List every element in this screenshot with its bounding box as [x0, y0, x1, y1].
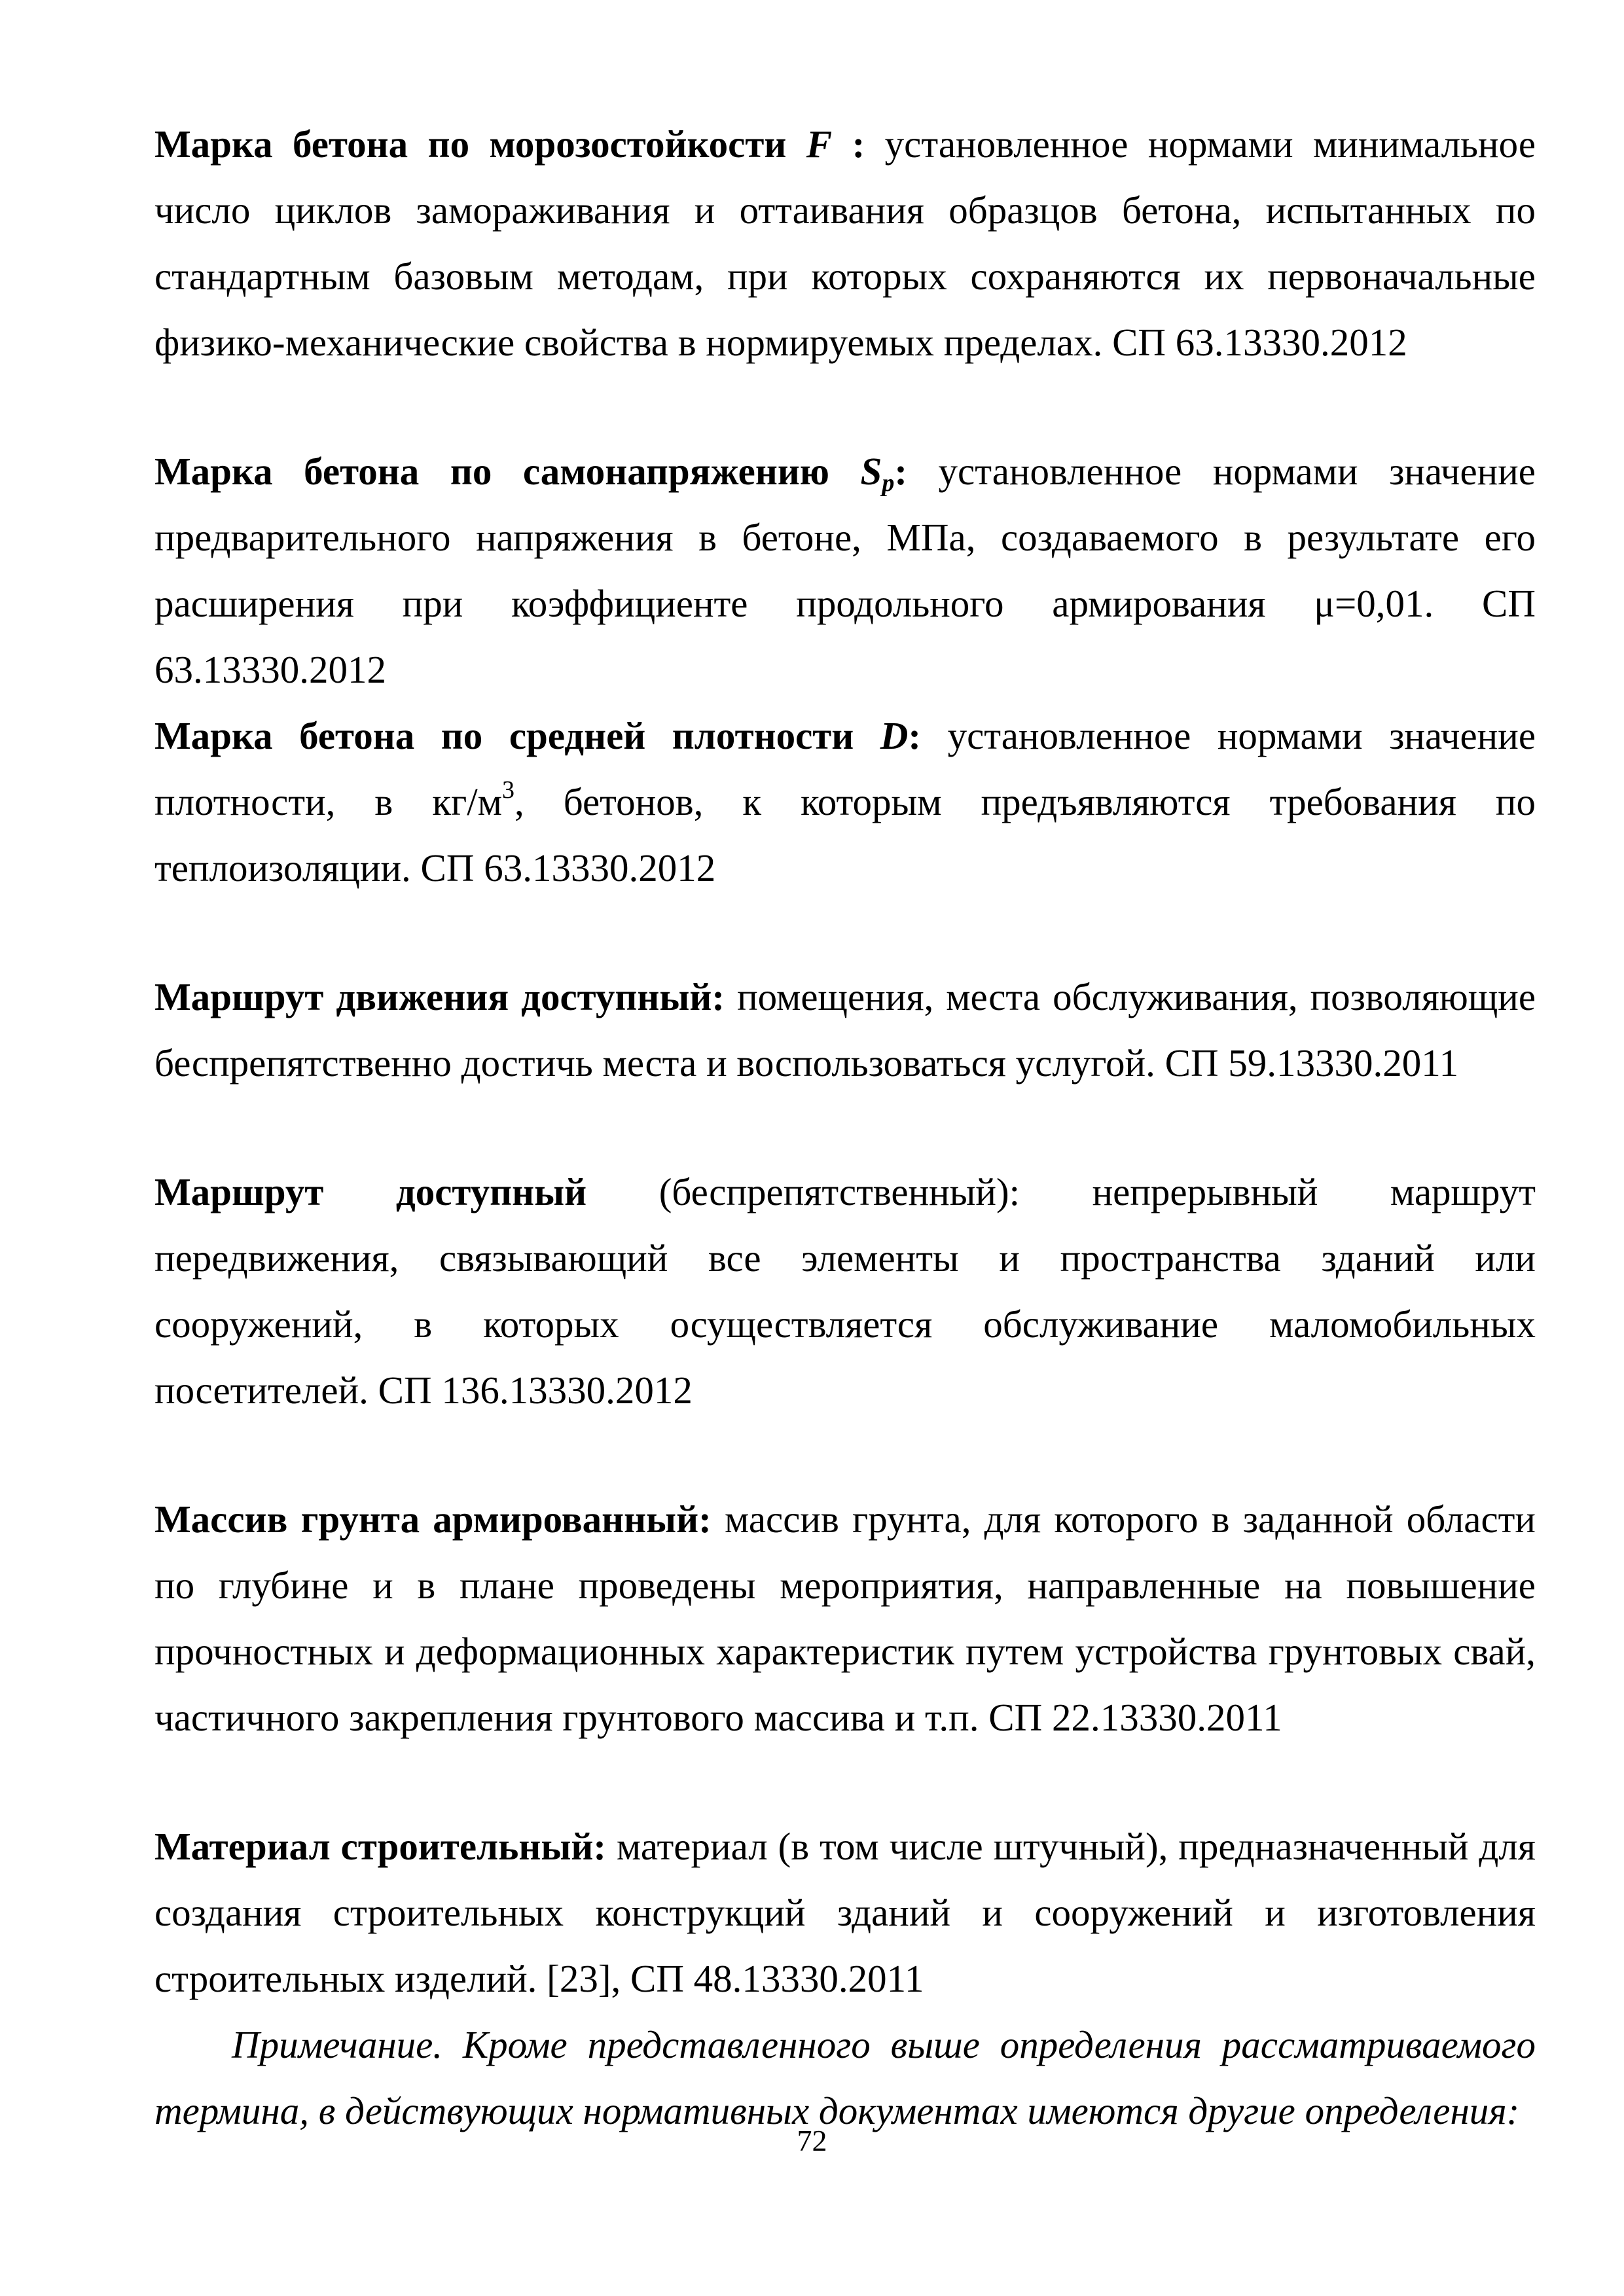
- glossary-entry-density: [154, 703, 1536, 901]
- entry-term: Материал строительный:: [154, 1825, 607, 1868]
- entry-term: Марка бетона по морозостойкости: [154, 122, 787, 166]
- entry-reference: СП 63.13330.2012: [420, 846, 716, 889]
- entry-symbol-subscript: p: [882, 469, 895, 497]
- entry-reference: СП 59.13330.2011: [1164, 1041, 1459, 1085]
- glossary-entry-accessible-movement-route: [154, 964, 1536, 1096]
- entry-separator: :: [832, 122, 865, 166]
- entry-definition: установленное нормами минимальное число циклов замораживания и оттаивания образцов бетона, испытанных по стандартным базовым методам, при которых сохраняются их первоначальные физико-механические свойства в нормируемых пределах.: [154, 122, 1536, 364]
- entry-definition: установленное нормами значение плотности, в кг/м: [154, 714, 1536, 823]
- document-page: [154, 111, 1536, 2144]
- glossary-entry-building-material: [154, 1814, 1536, 2012]
- entry-term: Массив грунта армированный:: [154, 1498, 712, 1541]
- entry-reference: СП 22.13330.2011: [988, 1696, 1282, 1739]
- entry-reference: [23], СП 48.13330.2011: [547, 1957, 924, 2000]
- entry-definition: массив грунта, для которого в заданной области по глубине и в плане проведены мероприятия, направленные на повышение прочностных и деформационных характеристик путем устройства грунтовых свай, частичного закрепления грунтового массива и т.п.: [154, 1498, 1536, 1739]
- entry-term: Маршрут движения доступный:: [154, 975, 725, 1018]
- entry-term: Марка бетона по самонапряжению: [154, 450, 829, 493]
- glossary-entry-reinforced-soil-mass: [154, 1486, 1536, 1751]
- entry-symbol: D: [880, 714, 909, 757]
- entry-reference: СП 136.13330.2012: [378, 1369, 693, 1412]
- entry-symbol: F: [806, 122, 833, 166]
- entry-definition-continued: , бетонов, к которым предъявляются требования по теплоизоляции.: [154, 780, 1536, 889]
- entry-reference: СП 63.13330.2012: [1112, 321, 1407, 364]
- entry-definition: (беспрепятственный): непрерывный маршрут передвижения, связывающий все элементы и пространства зданий или сооружений, в которых осуществляется обслуживание маломобильных посетителей.: [154, 1170, 1536, 1412]
- glossary-entry-self-stress: [154, 439, 1536, 703]
- entry-separator: :: [908, 714, 922, 757]
- entry-symbol: $S_p$: [860, 450, 895, 497]
- glossary-entry-frost-resistance: [154, 111, 1536, 376]
- entry-definition: материал (в том числе штучный), предназначенный для создания строительных конструкций зданий и сооружений и изготовления строительных изделий.: [154, 1825, 1536, 2000]
- entry-reference: СП 63.13330.2012: [154, 582, 1536, 691]
- entry-term: Марка бетона по средней плотности: [154, 714, 854, 757]
- entry-separator: :: [894, 450, 907, 493]
- glossary-entry-accessible-route: [154, 1159, 1536, 1424]
- page-number: 72: [797, 2124, 827, 2157]
- entry-superscript: 3: [501, 776, 514, 804]
- note-paragraph: Примечание. Кроме представленного выше определения рассматриваемого термина, в действующих нормативных документах имеются другие определения:: [154, 2023, 1536, 2132]
- entry-definition: установленное нормами значение предварительного напряжения в бетоне, МПа, создаваемого в результате его расширения при коэффициенте продольного армирования μ=0,01.: [154, 450, 1536, 625]
- entry-definition: помещения, места обслуживания, позволяющие беспрепятственно достичь места и воспользоваться услугой.: [154, 975, 1536, 1085]
- entry-term: Маршрут доступный: [154, 1170, 587, 1213]
